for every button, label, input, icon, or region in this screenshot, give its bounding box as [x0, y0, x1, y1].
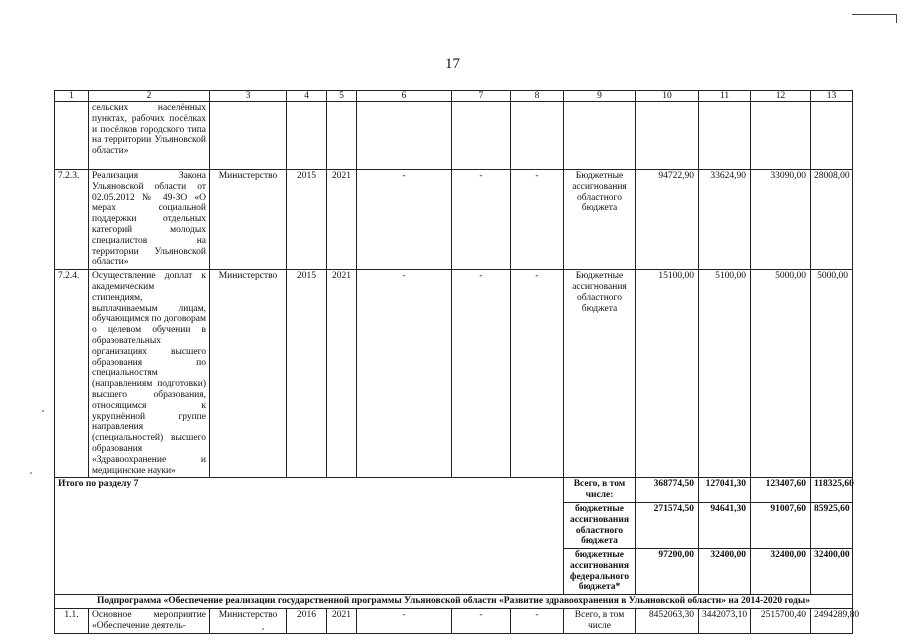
total-col12: 123407,60 [751, 478, 811, 503]
budget-table [54, 90, 860, 634]
column-number: 3 [210, 91, 287, 102]
amount-col13: 28008,00 [811, 170, 853, 270]
table-row [55, 170, 853, 270]
end-year: 2021 [327, 270, 357, 478]
total-row [55, 478, 853, 503]
scan-speck [30, 472, 32, 474]
total-col13: 118325,60 [811, 478, 853, 503]
row-number: 7.2.3. [55, 170, 89, 270]
executor: Министерство [210, 609, 287, 634]
funding-source: Бюджетные ассигнования областного бюджета [564, 170, 636, 270]
indicator-cell: - [511, 270, 564, 478]
indicator-cell: - [511, 170, 564, 270]
row-number: 1.1. [55, 609, 89, 634]
executor [210, 102, 287, 170]
total-col13: 32400,00 [811, 549, 853, 595]
row-number [55, 102, 89, 170]
total-source: бюджетные ассигнования областного бюджета [564, 502, 636, 548]
total-col12: 32400,00 [751, 549, 811, 595]
measure-name: Реализация Закона Ульяновской области от 02.05.2012 № 49-ЗО «О мерах социальной поддержки отдельных категорий молодых специалистов на территории Ульяновской области» [89, 170, 210, 270]
amount-col10: 8452063,30 [636, 609, 699, 634]
funding-source: Всего, в том числе [564, 609, 636, 634]
funding-source: Бюджетные ассигнования областного бюджета [564, 270, 636, 478]
executor: Министерство [210, 270, 287, 478]
amount-col12: 5000,00 [751, 270, 811, 478]
total-col12: 91007,60 [751, 502, 811, 548]
column-number: 10 [636, 91, 699, 102]
measure-name: сельских населённых пунктах, рабочих посёлках и посёлков городского типа на территории Ульяновской области» [89, 102, 210, 170]
row-number: 7.2.4. [55, 270, 89, 478]
column-number: 13 [811, 91, 853, 102]
table-row [55, 270, 853, 478]
start-year: 2016 [287, 609, 327, 634]
page-number: 17 [445, 56, 460, 72]
indicator-cell: - [357, 170, 452, 270]
amount-col11: 3442073,10 [699, 609, 751, 634]
amount-col12 [751, 102, 811, 170]
column-number: 7 [452, 91, 511, 102]
indicator-cell [357, 102, 452, 170]
column-number: 6 [357, 91, 452, 102]
column-number: 4 [287, 91, 327, 102]
column-number: 5 [327, 91, 357, 102]
amount-col11: 33624,90 [699, 170, 751, 270]
total-col11: 94641,30 [699, 502, 751, 548]
table-row [55, 102, 853, 170]
column-number: 11 [699, 91, 751, 102]
amount-col10: 94722,90 [636, 170, 699, 270]
end-year: 2021 [327, 170, 357, 270]
executor: Министерство [210, 170, 287, 270]
scan-speck [42, 410, 44, 412]
end-year: 2021 [327, 609, 357, 634]
amount-col13: 2494289,80 [811, 609, 853, 634]
amount-col11: 5100,00 [699, 270, 751, 478]
column-number-row [55, 91, 853, 102]
measure-name: Осуществление доплат к академическим стипендиям, выплачиваемым лицам, обучающимся по договорам о целевом обучении в образовательных организациях высшего образования по специальностям (направлениям подготовки) высшего образования, относящимся к укрупнённой группе направления (специальностей) высшего образования «Здравоохранение и медицинские науки» [89, 270, 210, 478]
subprogram-row [55, 595, 853, 609]
scan-corner-mark [852, 14, 897, 23]
column-number: 9 [564, 91, 636, 102]
total-col10: 368774,50 [636, 478, 699, 503]
amount-col12: 33090,00 [751, 170, 811, 270]
indicator-cell: - [452, 270, 511, 478]
column-number: 2 [89, 91, 210, 102]
amount-col10 [636, 102, 699, 170]
total-col10: 271574,50 [636, 502, 699, 548]
total-col13: 85925,60 [811, 502, 853, 548]
start-year: 2015 [287, 170, 327, 270]
amount-col13: 5000,00 [811, 270, 853, 478]
start-year: 2015 [287, 270, 327, 478]
funding-source [564, 102, 636, 170]
total-col10: 97200,00 [636, 549, 699, 595]
indicator-cell: - [452, 170, 511, 270]
column-number: 1 [55, 91, 89, 102]
total-col11: 32400,00 [699, 549, 751, 595]
total-source: Всего, в том числе: [564, 478, 636, 503]
indicator-cell: - [511, 609, 564, 634]
column-number: 12 [751, 91, 811, 102]
amount-col12: 2515700,40 [751, 609, 811, 634]
subprogram-title: Подпрограмма «Обеспечение реализации государственной программы Ульяновской области «Развитие здравоохранения в Ульяновской области» на 2014-2020 годы» [55, 595, 853, 609]
total-source: бюджетные ассигнования федерального бюджета* [564, 549, 636, 595]
table-row [55, 609, 853, 634]
amount-col13 [811, 102, 853, 170]
column-number: 8 [511, 91, 564, 102]
indicator-cell [511, 102, 564, 170]
amount-col11 [699, 102, 751, 170]
indicator-cell: - [452, 609, 511, 634]
amount-col10: 15100,00 [636, 270, 699, 478]
total-col11: 127041,30 [699, 478, 751, 503]
indicator-cell [452, 102, 511, 170]
indicator-cell: - [357, 270, 452, 478]
total-label: Итого по разделу 7 [55, 478, 564, 595]
end-year [327, 102, 357, 170]
start-year [287, 102, 327, 170]
measure-name: Основное мероприятие «Обеспечение деятель- [89, 609, 210, 634]
indicator-cell: - [357, 609, 452, 634]
